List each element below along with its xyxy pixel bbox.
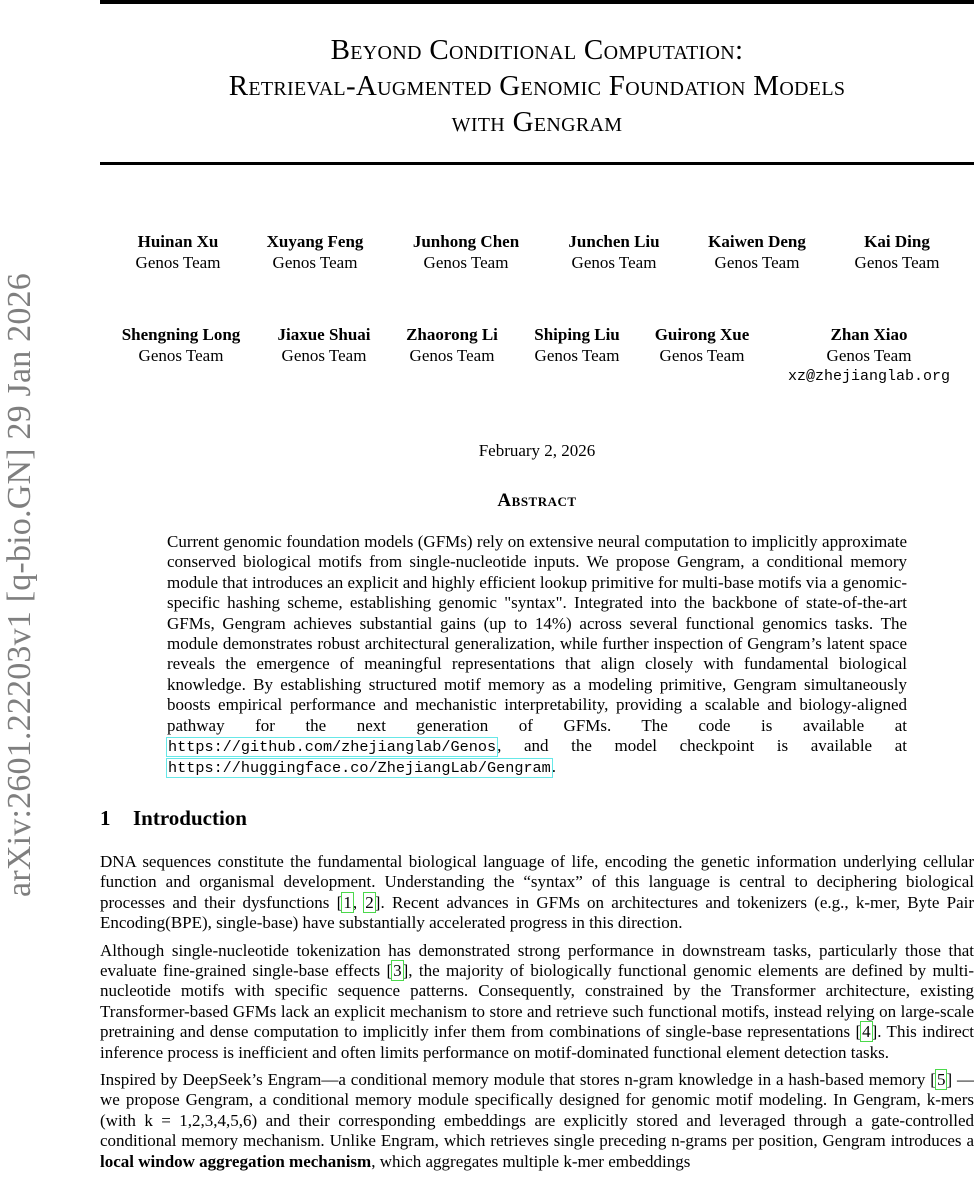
paragraph-text: , which aggregates multiple k-mer embeddings	[371, 1151, 691, 1171]
author-name: Guirong Xue	[654, 325, 750, 344]
author-name: Zhan Xiao	[830, 325, 908, 344]
author-email[interactable]: xz@zhejianglab.org	[787, 368, 951, 385]
author-name: Shiping Liu	[534, 325, 620, 344]
arxiv-stamp: arXiv:2601.22203v1 [q-bio.GN] 29 Jan 2026	[1, 273, 38, 897]
title-line-2: Retrieval-Augmented Genomic Foundation Models	[228, 70, 846, 102]
paragraph-text: DNA sequences constitute the fundamental biological language of life, encoding the genetic information underlying cellular function and organismal development. Understanding the “syntax” of this language is central to deciphering biological processes and their dysfunctions [	[100, 852, 974, 912]
author-name: Xuyang Feng	[266, 232, 364, 251]
author-affiliation: Genos Team	[409, 346, 495, 365]
model-link[interactable]: https://huggingface.co/ZhejiangLab/Gengram	[168, 759, 551, 778]
author-name: Huinan Xu	[137, 232, 219, 251]
emphasized-text: local window aggregation mechanism	[100, 1151, 372, 1171]
author-block	[413, 231, 519, 273]
paragraph	[100, 941, 974, 1063]
author-block	[788, 324, 950, 387]
paragraph-text: Although single-nucleotide tokenization has demonstrated strong performance in downstream tasks, particularly those that evaluate fine-grained single-base effects [	[100, 940, 974, 981]
section-title: Introduction	[133, 806, 247, 830]
author-name: Kai Ding	[864, 232, 930, 251]
title-bottom-rule	[100, 162, 974, 165]
author-affiliation: Genos Team	[423, 253, 509, 272]
author-block	[855, 231, 940, 273]
author-block	[277, 324, 370, 366]
author-affiliation: Genos Team	[272, 253, 358, 272]
author-affiliation: Genos Team	[281, 346, 367, 365]
abstract-heading: Abstract	[497, 490, 577, 511]
author-block	[708, 231, 806, 273]
abstract-end: .	[551, 757, 557, 777]
author-affiliation: Genos Team	[135, 253, 221, 272]
abstract-text: Current genomic foundation models (GFMs) rely on extensive neural computation to implicitly approximate conserved biological motifs from single-nucleotide inputs. We propose Gengram, a conditional memory module that introduces an explicit and highly efficient lookup primitive for multi-base motifs via a genomic-specific hashing scheme, establishing genomic "syntax". Integrated into the backbone of state-of-the-art GFMs, Gengram achieves substantial gains (up to 14%) across several functional genomics tasks. The module demonstrates robust architectural generalization, while further inspection of Gengram’s latent space reveals the emergence of meaningful representations that align closely with fundamental biological knowledge. By establishing structured motif memory as a modeling primitive, Gengram simultaneously boosts empirical performance and mechanistic interpretability, providing a scalable and biology-aligned pathway for the next generation of GFMs.	[167, 532, 907, 735]
author-name: Junhong Chen	[412, 232, 520, 251]
citation-link[interactable]: 5	[936, 1070, 946, 1090]
abstract-model-text: , and the model checkpoint is available at	[497, 736, 907, 756]
author-block	[267, 231, 364, 273]
citation-link[interactable]: 2	[365, 892, 374, 912]
introduction-body	[100, 852, 974, 1179]
author-name: Shengning Long	[121, 325, 241, 344]
title-line-1: Beyond Conditional Computation:	[330, 34, 744, 66]
paragraph	[100, 1070, 974, 1172]
code-link[interactable]: https://github.com/zhejianglab/Genos	[168, 738, 497, 757]
paragraph-text: ]. Recent advances in GFMs on architectures and tokenizers (e.g., k-mer, Byte Pair Encoding(BPE), single-base) have substantially accelerated progress in this direction.	[100, 892, 974, 933]
author-affiliation: Genos Team	[659, 346, 745, 365]
publication-date: February 2, 2026	[478, 441, 596, 460]
author-block	[534, 324, 620, 366]
author-name: Junchen Liu	[568, 232, 660, 251]
author-block	[122, 324, 241, 366]
paragraph	[100, 852, 974, 934]
author-affiliation: Genos Team	[138, 346, 224, 365]
citation-link[interactable]: 3	[393, 961, 402, 981]
abstract-code-prefix: The code is available at	[641, 715, 907, 735]
section-number: 1	[100, 806, 111, 830]
author-block	[136, 231, 221, 273]
author-affiliation: Genos Team	[854, 253, 940, 272]
title-top-rule	[100, 0, 974, 4]
author-affiliation: Genos Team	[826, 346, 912, 365]
paper-title	[100, 32, 974, 140]
author-name: Jiaxue Shuai	[277, 325, 371, 344]
paragraph-text: ], the majority of biologically functional genomic elements are defined by multi-nucleotide motifs with specific sequence patterns. Consequently, constrained by the Transformer architecture, existing Transformer-based GFMs lack an explicit mechanism to store and retrieve such functional motifs, instead relying on large-scale pretraining and dense computation to implicitly infer them from combinations of single-base representations [	[100, 961, 974, 1042]
paragraph-text: ] — we propose Gengram, a conditional memory module specifically designed for genomic motif modeling. In Gengram, k-mers (with k = 1,2,3,4,5,6) and their corresponding embeddings are explicitly stored and leveraged through a gate-controlled conditional memory mechanism. Unlike Engram, which retrieves single preceding n-grams per position, Gengram introduces a	[100, 1070, 974, 1151]
author-block	[568, 231, 659, 273]
author-name: Zhaorong Li	[406, 325, 498, 344]
citation-link[interactable]: 1	[343, 892, 352, 912]
author-name: Kaiwen Deng	[708, 232, 806, 251]
paragraph-text: ,	[352, 892, 365, 912]
section-heading	[100, 806, 247, 831]
paragraph-text: Inspired by DeepSeek’s Engram—a conditional memory module that stores n-gram knowledge in a hash-based memory [	[100, 1070, 936, 1090]
citation-link[interactable]: 4	[862, 1022, 871, 1042]
abstract-body	[167, 532, 907, 779]
title-line-3: with Gengram	[451, 106, 623, 138]
author-affiliation: Genos Team	[714, 253, 800, 272]
author-block	[406, 324, 498, 366]
author-affiliation: Genos Team	[571, 253, 657, 272]
paragraph-text: ]. This indirect inference process is inefficient and often limits performance on motif-dominated functional element detection tasks.	[100, 1022, 974, 1062]
author-block	[655, 324, 750, 366]
author-affiliation: Genos Team	[534, 346, 620, 365]
